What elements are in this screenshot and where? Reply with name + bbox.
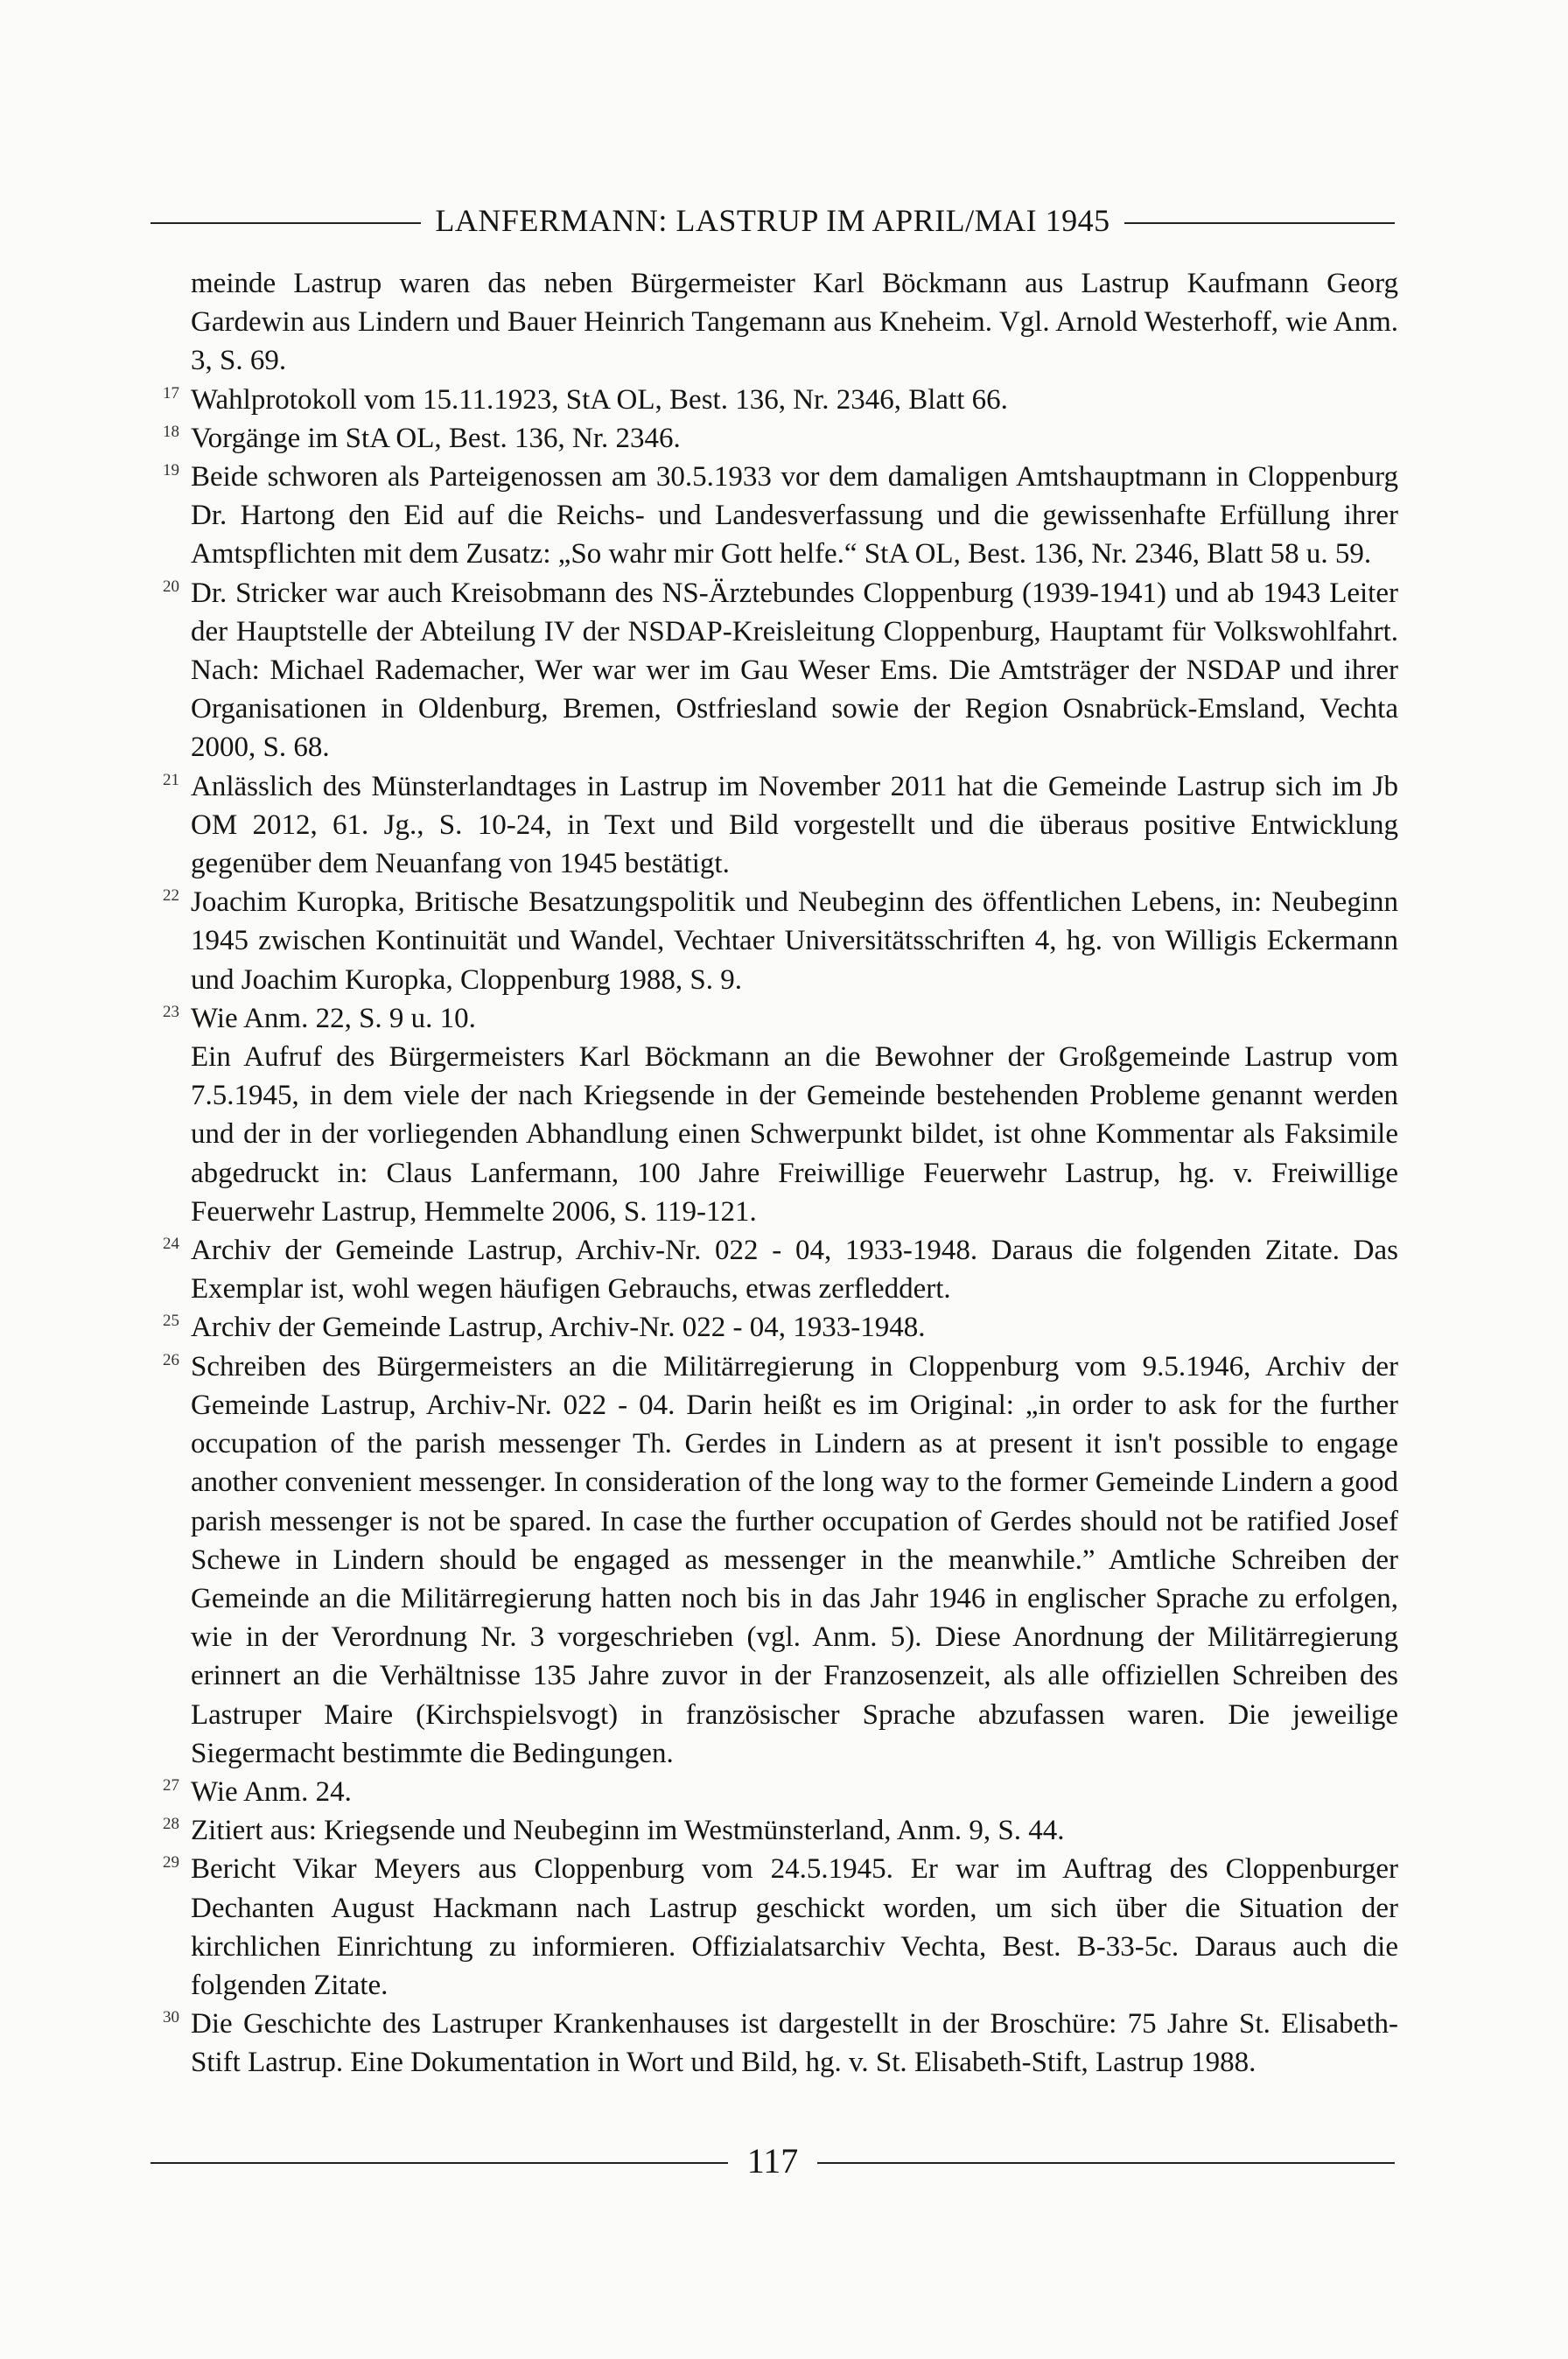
footnote-text [191, 419, 1398, 458]
header-rule-right [1124, 222, 1395, 224]
footnote-19 [163, 458, 1398, 574]
footnote-paragraph: Wie Anm. 22, S. 9 u. 10. [191, 1002, 476, 1034]
footnote-18 [163, 419, 1398, 458]
page-number: 117 [746, 2141, 799, 2180]
footnote-number: 19 [163, 461, 179, 480]
footnote-20 [163, 574, 1398, 767]
footnote-number: 24 [163, 1235, 179, 1254]
footnote-30 [163, 2005, 1398, 2082]
footnote-text [191, 1348, 1398, 1773]
header-rule-left [150, 222, 421, 224]
footnote-paragraph: Wie Anm. 24. [191, 1775, 352, 1808]
footnote-list [163, 381, 1398, 2082]
footnote-text [191, 1850, 1398, 2005]
footnote-text [191, 999, 1398, 1231]
footnote-text [191, 458, 1398, 574]
footnote-text [191, 1773, 1398, 1811]
footnote-17 [163, 381, 1398, 419]
footnote-number: 29 [163, 1853, 179, 1872]
footnote-number: 17 [163, 383, 179, 402]
footnote-number: 30 [163, 2008, 179, 2027]
footnote-paragraph: Dr. Stricker war auch Kreisobmann des NS-Ärztebundes Cloppenburg (1939-1941) und ab 1943 Leiter der Hauptstelle der Abteilung IV der NSDAP-Kreisleitung Cloppenburg, Hauptamt für Volkswohlfahrt. Nach: Michael Rademacher, Wer war wer im Gau Weser Ems. Die Amtsträger der NSDAP und ihrer Organisationen in Oldenburg, Bremen, Ostfriesland sowie der Region Osnabrück-Emsland, Vechta 2000, S. 68. [191, 577, 1398, 764]
footnote-number: 27 [163, 1775, 179, 1795]
footnote-paragraph: Wahlprotokoll vom 15.11.1923, StA OL, Best. 136, Nr. 2346, Blatt 66. [191, 383, 1008, 416]
footnote-25 [163, 1308, 1398, 1347]
footnote-paragraph: Joachim Kuropka, Britische Besatzungspolitik und Neubeginn des öffentlichen Lebens, in: Neubeginn 1945 zwischen Kontinuität und Wandel, Vechtaer Universitätsschriften 4, hg. von Willigis Eckermann und Joachim Kuropka, Cloppenburg 1988, S. 9. [191, 886, 1398, 996]
footnote-26 [163, 1348, 1398, 1773]
footer-rule-left [150, 2162, 728, 2164]
footnote-paragraph: Vorgänge im StA OL, Best. 136, Nr. 2346. [191, 422, 681, 454]
footnote-continuation: meinde Lastrup waren das neben Bürgermeister Karl Böckmann aus Lastrup Kaufmann Georg Gardewin aus Lindern und Bauer Heinrich Tangemann aus Kneheim. Vgl. Arnold Westerhoff, wie Anm. 3, S. 69. [191, 268, 1398, 377]
page-footer [150, 2142, 1395, 2180]
footnote-paragraph: Bericht Vikar Meyers aus Cloppenburg vom 24.5.1945. Er war im Auftrag des Cloppenburger Dechanten August Hackmann nach Lastrup geschickt worden, um sich über die Situation der kirchlichen Einrichtung zu informieren. Offizialatsarchiv Vechta, Best. B-33-5c. Daraus auch die folgenden Zitate. [191, 1853, 1398, 2001]
footnote-text [191, 1231, 1398, 1308]
footnote-paragraph: Zitiert aus: Kriegsende und Neubeginn im Westmünsterland, Anm. 9, S. 44. [191, 1815, 1065, 1847]
footnote-paragraph: Beide schworen als Parteigenossen am 30.5.1933 vor dem damaligen Amtshauptmann in Cloppenburg Dr. Hartong den Eid auf die Reichs- und Landesverfassung und die gewissenhafte Erfüllung ihrer Amtspflichten mit dem Zusatz: „So wahr mir Gott helfe.“ StA OL, Best. 136, Nr. 2346, Blatt 58 u. 59. [191, 461, 1398, 570]
footnote-number: 20 [163, 577, 179, 596]
footnote-number: 23 [163, 1002, 179, 1021]
footnote-number: 26 [163, 1350, 179, 1369]
footnote-paragraph: Archiv der Gemeinde Lastrup, Archiv-Nr. 022 - 04, 1933-1948. [191, 1312, 926, 1344]
footnote-text [191, 767, 1398, 884]
footnote-paragraph: Anlässlich des Münsterlandtages in Lastrup im November 2011 hat die Gemeinde Lastrup sich im Jb OM 2012, 61. Jg., S. 10-24, in Text und Bild vorgestellt und die überaus positive Entwicklung gegenüber dem Neuanfang von 1945 bestätigt. [191, 770, 1398, 880]
running-header [150, 203, 1395, 238]
footer-rule-right [817, 2162, 1395, 2164]
footnote-paragraph: Schreiben des Bürgermeisters an die Militärregierung in Cloppenburg vom 9.5.1946, Archiv der Gemeinde Lastrup, Archiv-Nr. 022 - 04. Darin heißt es im Original: „in order to ask for the further occupation of the parish messenger Th. Gerdes in Lindern as at present it isn't possible to engage another convenient messenger. In consideration of the long way to the former Gemeinde Lindern a good parish messenger is not be spared. In case the further occupation of Gerdes should not be ratified Josef Schewe in Lindern should be engaged as messenger in the meanwhile.” Amtliche Schreiben der Gemeinde an die Militärregierung hatten noch bis in das Jahr 1946 in englischer Sprache zu erfolgen, wie in der Verordnung Nr. 3 vorgeschrieben (vgl. Anm. 5). Diese Anordnung der Militärregierung erinnert an die Verhältnisse 135 Jahre zuvor in der Franzosenzeit, als alle offiziellen Schreiben des Lastruper Maire (Kirchspielsvogt) in französischer Sprache abzufassen waren. Die jeweilige Siegermacht bestimmte die Bedingungen. [191, 1350, 1398, 1769]
footnote-number: 25 [163, 1312, 179, 1331]
footnote-paragraph: Archiv der Gemeinde Lastrup, Archiv-Nr. 022 - 04, 1933-1948. Daraus die folgenden Zitate. Das Exemplar ist, wohl wegen häufigen Gebrauchs, etwas zerfleddert. [191, 1235, 1398, 1306]
footnotes-section [163, 264, 1398, 2082]
running-header-title: LANFERMANN: LASTRUP IM APRIL/MAI 1945 [435, 203, 1110, 238]
footnote-number: 21 [163, 770, 179, 789]
footnote-number: 18 [163, 422, 179, 441]
footnote-21 [163, 767, 1398, 884]
footnote-27 [163, 1773, 1398, 1811]
footnote-29 [163, 1850, 1398, 2005]
footnote-text [191, 1308, 1398, 1347]
footnote-text [191, 574, 1398, 767]
footnote-paragraph: Ein Aufruf des Bürgermeisters Karl Böckmann an die Bewohner der Großgemeinde Lastrup vom 7.5.1945, in dem viele der nach Kriegsende in der Gemeinde bestehenden Probleme genannt werden und der in der vorliegenden Abhandlung einen Schwerpunkt bildet, ist ohne Kommentar als Faksimile abgedruckt in: Claus Lanfermann, 100 Jahre Freiwillige Feuerwehr Lastrup, hg. v. Freiwillige Feuerwehr Lastrup, Hemmelte 2006, S. 119-121. [191, 1041, 1398, 1228]
footnote-22 [163, 883, 1398, 999]
footnote-23 [163, 999, 1398, 1231]
footnote-text [191, 381, 1398, 419]
footnote-number: 22 [163, 886, 179, 906]
footnote-paragraph: Die Geschichte des Lastruper Krankenhauses ist dargestellt in der Broschüre: 75 Jahre St. Elisabeth-Stift Lastrup. Eine Dokumentation in Wort und Bild, hg. v. St. Elisabeth-Stift, Lastrup 1988. [191, 2008, 1398, 2079]
footnote-text [191, 883, 1398, 999]
footnote-28 [163, 1811, 1398, 1850]
footnote-text [191, 2005, 1398, 2082]
footnote-24 [163, 1231, 1398, 1308]
footnote-number: 28 [163, 1815, 179, 1834]
footnote-text [191, 1811, 1398, 1850]
